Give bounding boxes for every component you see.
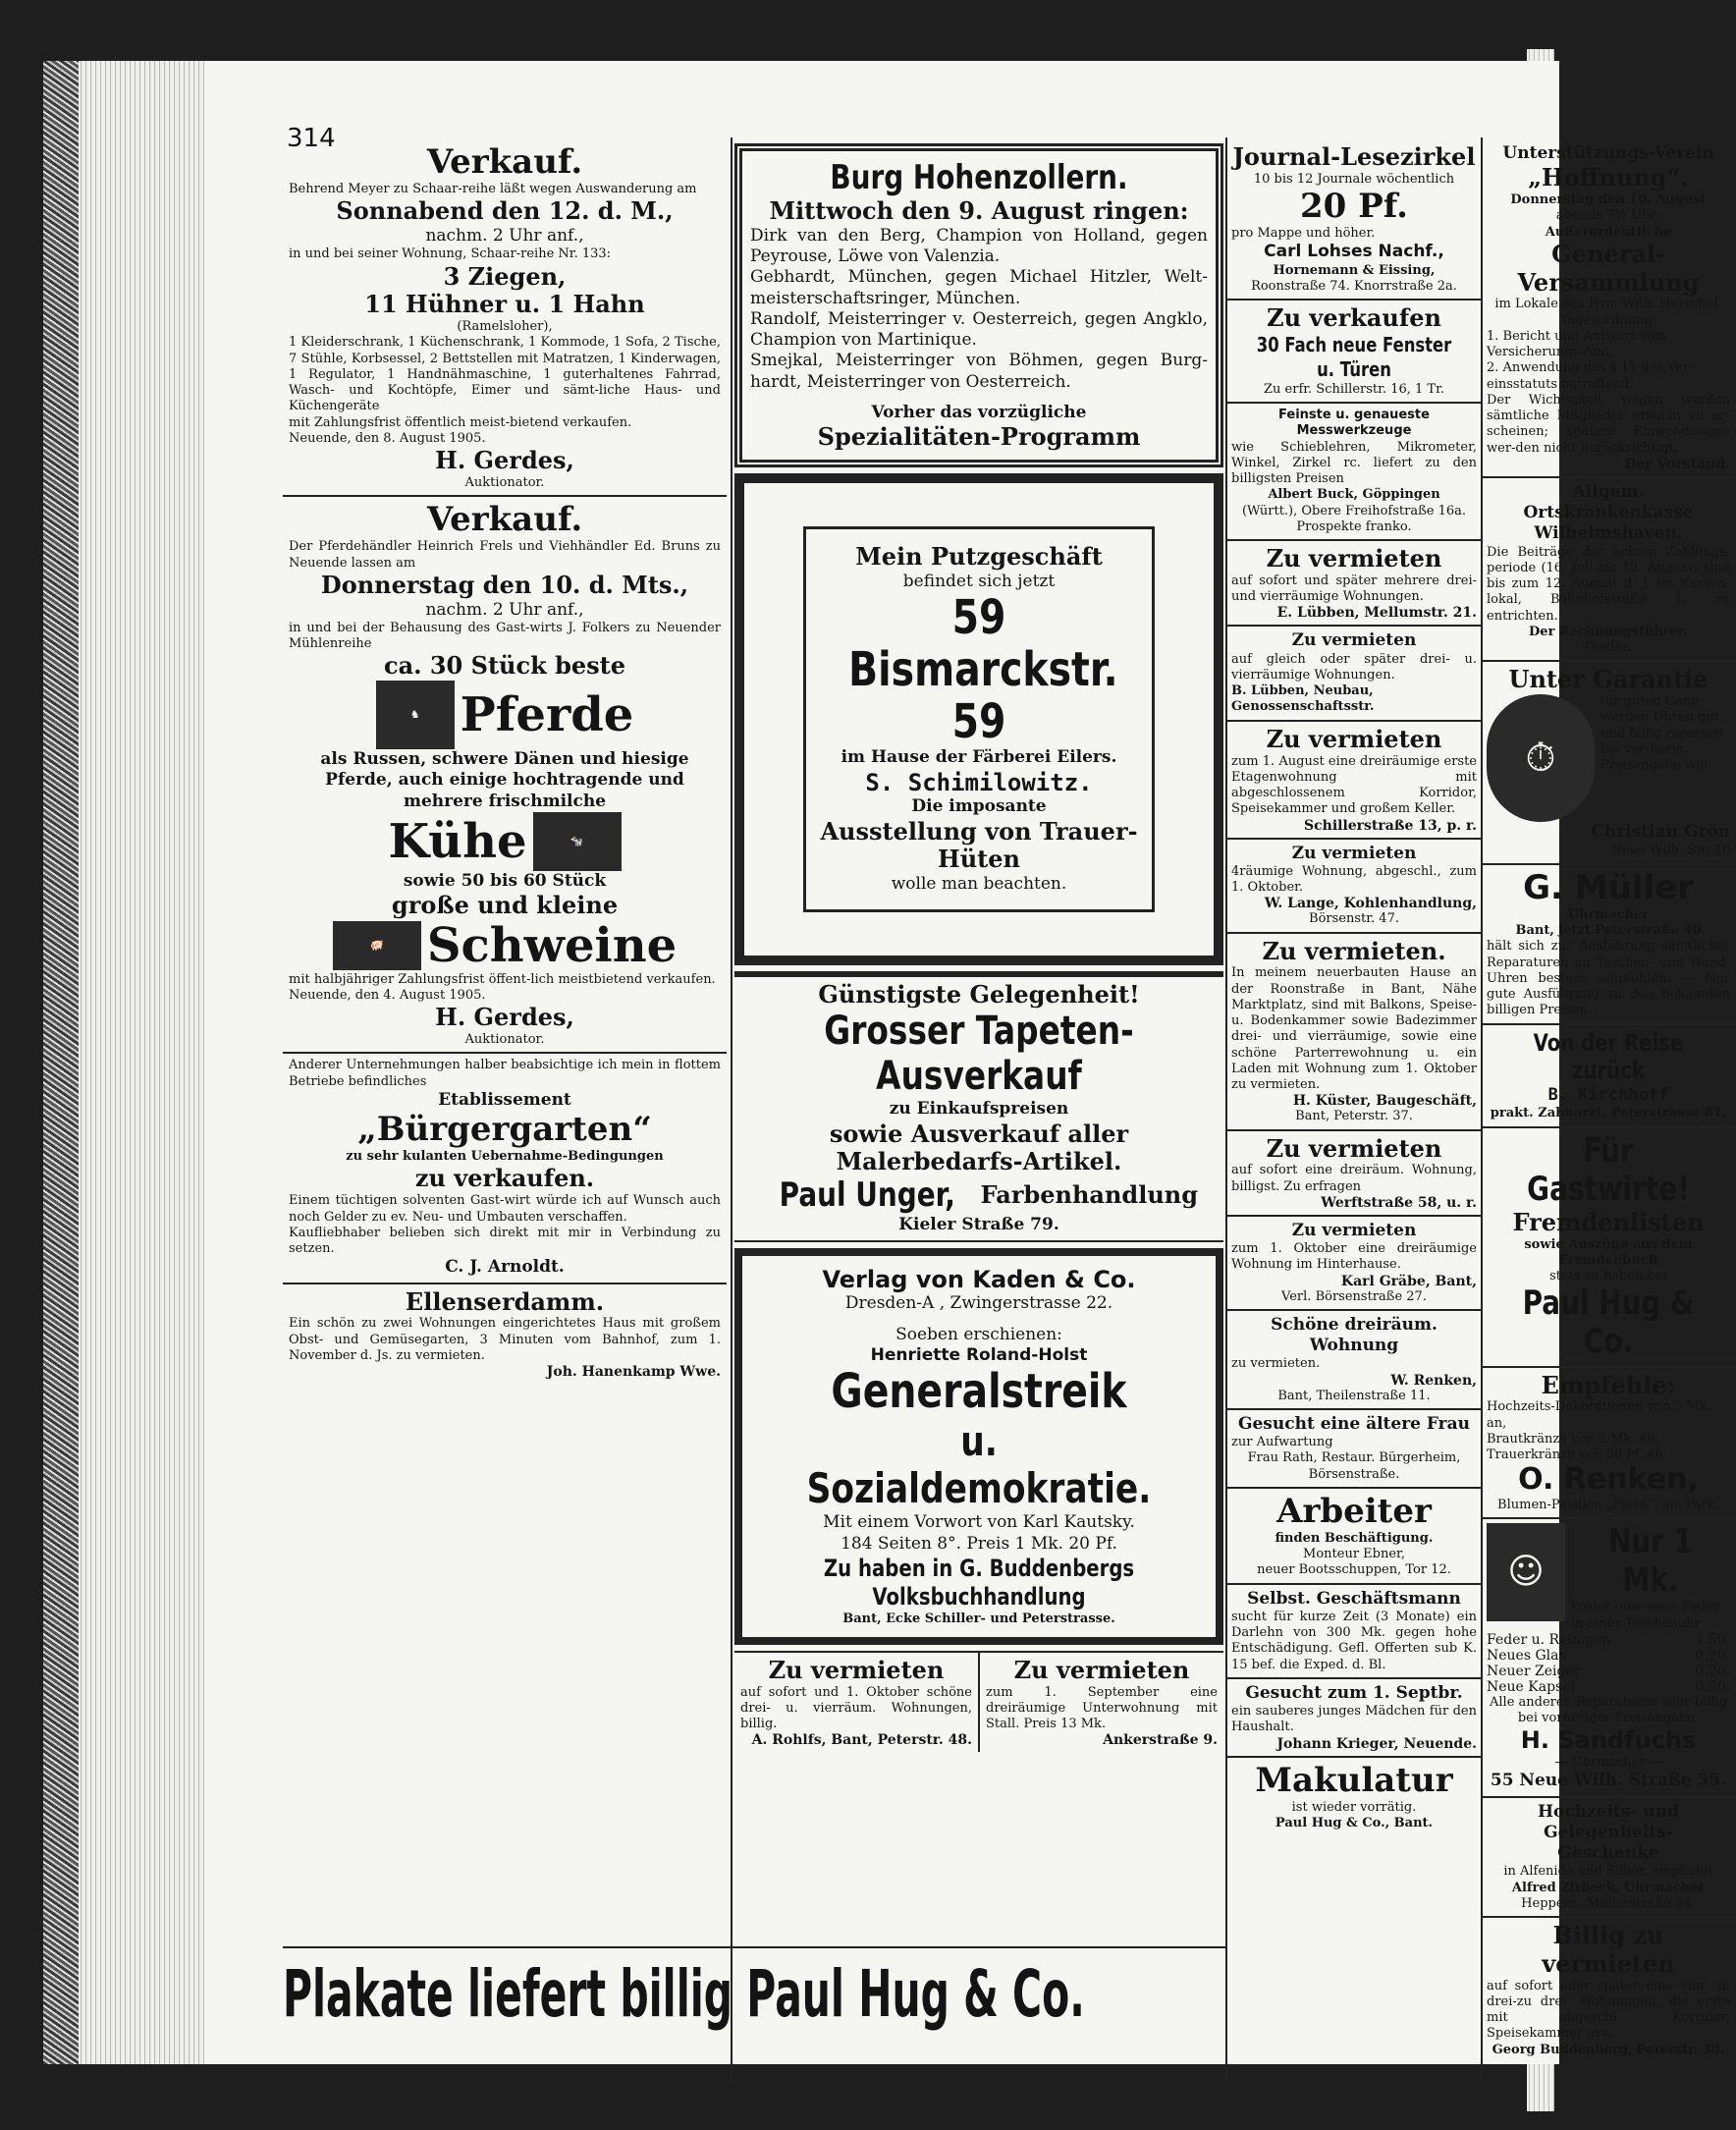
ad-name: Paul Unger, <box>779 1175 955 1216</box>
ad-sandfuchs <box>1481 1519 1736 1797</box>
ad-burg-hohenzollern <box>734 143 1223 467</box>
ad-name: Carl Lohses Nachf., <box>1264 242 1444 262</box>
ad-signer: Ankerstraße 9. <box>1103 1732 1218 1749</box>
ad-item: 30 Fach neue Fenster u. Türen <box>1256 332 1452 381</box>
ad-text: als Russen, schwere Dänen und hiesige Pferde, auch einige hochtragende und mehrere frischmilche <box>320 749 689 811</box>
ad-trade: Uhrmacher <box>1567 906 1650 922</box>
column-4 <box>1481 139 1736 2062</box>
ad-signer: W. Lange, Kohlenhandlung, <box>1264 896 1477 912</box>
ad-text: in Alfenide und Silber, empfiehlt <box>1503 1864 1713 1880</box>
ad-address: neuer Bootsschuppen, Tor 12. <box>1257 1562 1451 1578</box>
page-number: 314 <box>287 124 336 153</box>
agenda-item: 2. Anwendung des § 11 des Ver-einsstatuts betreffend. <box>1487 360 1694 392</box>
ad-count: ca. 30 Stück beste <box>383 651 625 681</box>
ad-text: Außerordentliche <box>1545 224 1672 240</box>
ad-text: (Ramelsloher), <box>457 319 553 335</box>
ad-signer: E. Lübben, Mellumstr. 21. <box>1276 605 1477 622</box>
ad-text: Die imposante <box>911 796 1047 817</box>
ad-text: zum 1. Oktober eine dreiräumige Wohnung im Hinterhause. <box>1231 1241 1477 1273</box>
ad-text: auf sofort und später mehrere drei- und vierräumige Wohnungen. <box>1231 573 1477 605</box>
ad-vermieten-graebe <box>1225 1217 1483 1311</box>
ad-dateline: Neuende, den 8. August 1905. <box>289 430 486 446</box>
ad-title: Unter Garantie <box>1508 665 1709 694</box>
price-value: 0.20. <box>1695 1663 1730 1679</box>
price-label: Neues Glas <box>1487 1647 1566 1664</box>
ad-gesucht-maedchen <box>1225 1679 1483 1758</box>
ad-address: (Württ.), Obere Freihofstraße 16a. <box>1241 503 1466 519</box>
ad-text: ein sauberes junges Mädchen für den Haushalt. <box>1231 1704 1477 1735</box>
ad-text: auf sofort eine dreiräum. Wohnung, billigst. Zu erfragen <box>1231 1163 1477 1194</box>
ad-name: B. Kirchhoff <box>1547 1085 1669 1106</box>
ad-text: zu Einkaufspreisen <box>889 1099 1069 1120</box>
ad-signer: Joh. Hanenkamp Wwe. <box>546 1364 721 1381</box>
ad-title: Allgem. Ortskrankenkasse <box>1523 481 1694 523</box>
ad-signer: Der Rechnungsführer. <box>1529 624 1688 639</box>
ad-trade: Farbenhandlung <box>980 1180 1198 1210</box>
price-value: 0.20. <box>1695 1647 1730 1664</box>
ad-title: Verkauf. <box>426 500 583 540</box>
ad-title: Zu vermieten <box>1291 843 1417 863</box>
ad-signer-role: Auktionator. <box>464 1032 545 1048</box>
plakate-banner: Plakate liefert billig Paul Hug & Co. <box>283 1956 1085 2032</box>
pocket-watch-icon: ⏱ <box>1487 694 1595 822</box>
ad-address: Kieler Straße 79. <box>898 1215 1059 1235</box>
ad-title: Gesucht zum 1. Septbr. <box>1245 1682 1463 1703</box>
ad-messwerkzeuge <box>1225 404 1483 541</box>
ad-time: abends 7½ Uhr: <box>1555 208 1661 224</box>
ad-text: pro Mappe und höher. <box>1231 226 1376 242</box>
ad-text: mit halbjähriger Zahlungsfrist öffent-lich meistbietend verkaufen. <box>289 971 716 987</box>
ad-text: In meinem neuerbauten Hause an der Roonstraße in Bant, Nähe Marktplatz, sind mit Balkons, Speise- u. Bodenkammer sowie Badezimmer drei- und vierräumige, sowie eine schöne Parterrewohnung u. ein Laden mit Wohnung zum 1. Oktober zu vermieten. <box>1231 965 1477 1093</box>
ad-text: wolle man beachten. <box>891 874 1067 895</box>
ad-text: Der Pferdehändler Heinrich Frels und Viehhändler Ed. Bruns zu Neuende lassen am <box>289 539 721 571</box>
ad-text: Anderer Unternehmungen halber beabsichtige ich mein in flottem Betriebe befindliches <box>289 1058 721 1089</box>
ad-title: Nur 1 Mk. <box>1607 1522 1694 1601</box>
ad-date: Donnerstag den 10. August <box>1510 192 1707 208</box>
ad-item: 3 Ziegen, <box>443 261 567 291</box>
ad-zirbeck <box>1481 1798 1736 1919</box>
ad-title: Gesucht eine ältere Frau <box>1237 1413 1471 1434</box>
column-1 <box>283 139 727 1384</box>
ad-name: H. Sandfuchs <box>1520 1726 1697 1755</box>
ad-event: General-Versammlung <box>1517 239 1700 297</box>
ad-text: befindet sich jetzt <box>902 571 1056 591</box>
ad-time: nachm. 2 Uhr anf., <box>425 226 584 246</box>
column-rule <box>731 137 732 2082</box>
ad-animal: Schweine <box>426 918 678 974</box>
ad-subtitle: Mittwoch den 9. August ringen: <box>769 196 1189 226</box>
ad-name: „Hoffnung“. <box>1528 163 1689 192</box>
ad-text: stets zu haben bei <box>1549 1269 1667 1284</box>
ad-signer: H. Gerdes, <box>435 1003 574 1032</box>
ad-address: Werftstraße 58, u. r. <box>1321 1194 1477 1211</box>
agenda-item: 1. Bericht und Antwort vom Versicherungs-Amt, <box>1487 328 1667 360</box>
ad-text: Ausstellung von Trauer-Hüten <box>820 816 1138 874</box>
newspaper-page <box>204 61 1730 2064</box>
ad-date: Donnerstag den 10. d. Mts., <box>320 570 689 599</box>
ad-text: für guten Gang werden Uhren gut und billig repariert bei vor-herig. Preisangabe von <box>1600 694 1725 774</box>
ad-title: „Bürgergarten“ <box>357 1110 652 1150</box>
ad-animal: Pferde <box>460 686 634 742</box>
ad-text: 4räumige Wohnung, abgeschl., zum 1. Oktober. <box>1231 863 1477 896</box>
ad-text: auf gleich oder später drei- u. vierräumige Wohnungen. <box>1231 651 1477 683</box>
ad-text: Alle anderen Reparaturen sehr billig bei vorheriger Preisangabe. <box>1490 1694 1727 1726</box>
ad-signer: Johann Krieger, Neuende. <box>1276 1735 1477 1752</box>
ad-unter-garantie <box>1481 662 1736 864</box>
ad-text: Behrend Meyer zu Schaar-reihe läßt wegen Auswanderung am <box>289 182 697 197</box>
ad-text: Hornemann & Eissing, <box>1273 262 1436 278</box>
ad-verein-hoffnung <box>1481 139 1736 478</box>
ad-vermieten-luebben-e <box>1225 541 1483 627</box>
ad-title: Zu vermieten <box>1291 1220 1417 1240</box>
book-title: u. Sozialdemokratie. <box>806 1416 1152 1513</box>
book-price: 184 Seiten 8°. Preis 1 Mk. 20 Pf. <box>841 1533 1117 1554</box>
ad-text: 1 Kleiderschrank, 1 Küchenschrank, 1 Kommode, 1 Sofa, 2 Tische, 7 Stühle, Korbsessel, 2 Bettstellen mit Matratzen, 1 Kinderwagen, 1 Regulator, 1 Handnähmaschine, 1 guterhaltenes Fahrrad, Wasch- und Kochtöpfe, Eimer und sämt-liche Haus- und Küchengeräte <box>289 335 721 414</box>
ad-name: G. Müller <box>1523 867 1694 907</box>
ad-text: sowie 50 bis 60 Stück <box>403 870 607 891</box>
ad-address: Börsenstraße. <box>1308 1466 1400 1482</box>
ad-text: Kaufliebhaber belieben sich direkt mit mir in Verbindung zu setzen. <box>289 1225 721 1256</box>
ad-text: Die Beiträge der achten Zahlungs-periode (16. Juli bis 12. August) sind bis zum 12. August d. J. im Kassen-lokal, Bahnhofstraße 1, zu entrichten. <box>1487 544 1730 624</box>
ad-text: Wilhelmshaven. <box>1534 523 1683 544</box>
ad-title: Selbst. Geschäftsmann <box>1247 1588 1461 1609</box>
ad-address: Verl. Börsenstraße 27. <box>1281 1288 1427 1304</box>
ad-vermieten-lange <box>1225 840 1483 934</box>
ad-pair-vermieten <box>734 1651 1223 1753</box>
ad-text: Soeben erschienen: <box>895 1324 1062 1344</box>
ad-mueller <box>1481 865 1736 1025</box>
ad-price: 20 Pf. <box>1300 187 1408 227</box>
ad-signer: Georg Buddenberg, Peterstr. 30. <box>1492 2042 1725 2057</box>
ad-signer: H. Küster, Baugeschäft, <box>1292 1093 1477 1110</box>
ad-text: in und bei der Behausung des Gast-wirts J. Folkers zu Neuender Mühlenreihe <box>289 620 721 652</box>
ad-address: Zu erfr. Schillerstr. 16, 1 Tr. <box>1264 381 1444 397</box>
ad-signer: H. Gerdes, <box>435 446 574 475</box>
ad-signer-role: Auktionator. <box>464 475 545 491</box>
ad-tapeten <box>734 971 1223 1242</box>
ad-title: Feinste u. genaueste Messwerkzeuge <box>1278 408 1430 439</box>
ad-signer: Thaden. <box>1582 640 1635 656</box>
ad-text: zu sehr kulanten Uebernahme-Bedingungen <box>346 1149 664 1165</box>
ad-title: Schöne dreiräum. Wohnung <box>1271 1314 1438 1356</box>
ad-action: zu verkaufen. <box>414 1164 595 1193</box>
ad-text: zum 1. September eine dreiräumige Unterwohnung mit Stall. Preis 13 Mk. <box>986 1684 1218 1732</box>
ad-name: S. Schimilowitz. <box>865 768 1093 796</box>
ad-arbeiter <box>1225 1489 1483 1585</box>
ad-title: Unterstützungs-Verein <box>1502 143 1714 163</box>
ad-text: Brautkränze von 2 Mk. an, <box>1487 1431 1659 1447</box>
ad-text: sowie Ausverkauf aller Malerbedarfs-Artikel. <box>829 1119 1129 1176</box>
column-2 <box>734 139 1223 1752</box>
ad-signer: Monteur Ebner, <box>1303 1547 1405 1562</box>
price-label: Neue Kapsel <box>1487 1678 1576 1695</box>
price-label: Feder u. Reinigen <box>1487 1631 1611 1648</box>
ad-title: Billig zu vermieten <box>1542 1921 1675 1978</box>
ad-headline: Günstigste Gelegenheit! <box>818 979 1140 1009</box>
price-label: Neuer Zeiger <box>1487 1663 1581 1679</box>
book-title: Generalstreik <box>831 1364 1127 1420</box>
ad-signer: B. Lübben, Neubau, Genossenschaftsstr. <box>1231 683 1375 715</box>
ad-signer: Frau Rath, Restaur. Bürgerheim, <box>1247 1450 1461 1466</box>
ad-signer: A. Rohlfs, Bant, Peterstr. 48. <box>751 1732 972 1749</box>
ad-text: im Hause der Färberei Eilers. <box>841 747 1117 768</box>
ad-time: nachm. 2 Uhr anf., <box>425 599 584 620</box>
ad-text: wie Schieblehren, Mikrometer, Winkel, Zirkel rc. liefert zu den billigsten Preisen <box>1231 439 1477 487</box>
ad-text: zur Aufwartung <box>1231 1435 1333 1450</box>
book-binding <box>43 61 81 2064</box>
ad-signer: W. Renken, <box>1390 1372 1477 1389</box>
ad-ortskrankenkasse <box>1481 478 1736 663</box>
ad-title: Von der Reise zurück <box>1533 1028 1684 1085</box>
pig-icon: 🐖 <box>333 921 421 970</box>
ad-verkauf-meyer <box>283 139 727 497</box>
wrestling-bout: Randolf, Meisterringer v. Oesterreich, gegen Angklo, Champion von Martinique. <box>750 308 1208 351</box>
ad-text: Vorher das vorzügliche <box>871 402 1087 422</box>
ad-gastwirte <box>1481 1128 1736 1368</box>
ad-text: mit Zahlungsfrist öffentlich meist-bietend verkaufen. <box>289 414 632 430</box>
ad-name: O. Renken, <box>1518 1462 1699 1498</box>
ad-ellenserdamm <box>283 1284 727 1385</box>
ad-address: Schillerstraße 13, p. r. <box>1304 817 1477 834</box>
ad-animal: Kühe <box>388 813 527 869</box>
ad-text: kostet eine neue Feder in einer Taschenuhr <box>1571 1600 1720 1631</box>
ad-address: Roonstraße 74. Knorrstraße 2a. <box>1251 278 1457 294</box>
ad-trade: — Uhrmacher — <box>1554 1755 1662 1771</box>
ad-geschaeftsmann <box>1225 1585 1483 1679</box>
ad-name: Alfred Zirbeck, Uhrmacher <box>1511 1880 1706 1895</box>
bottom-rule <box>283 1946 1225 1948</box>
ad-title: Verkauf. <box>426 142 583 182</box>
ad-label: Etablissement <box>438 1089 571 1110</box>
ad-text: auf sofort oder später eine vier- u. drei-zu drei- Wohnungen, die erste mit abgeschl. Korridor, Speisekammer usw. <box>1487 1978 1730 2042</box>
wrestling-bout: Smejkal, Meisterringer von Böhmen, gegen Burg-hardt, Meisterringer von Oesterreich. <box>750 351 1208 392</box>
ad-text: große und kleine <box>391 891 619 920</box>
publisher-address: Dresden-A , Zwingerstrasse 22. <box>844 1293 1113 1314</box>
ad-text: in und bei seiner Wohnung, Schaar-reihe Nr. 133: <box>289 246 612 262</box>
wrestling-bout: Dirk van den Berg, Champion von Holland, gegen Peyrouse, Löwe von Valenzia. <box>750 225 1208 267</box>
ad-text: zum 1. August eine dreiräumige erste Etagenwohnung mit abgeschlossenem Korridor, Speisekammer und großem Keller. <box>1231 753 1477 817</box>
ad-address: Bant, jetzt Peterstraße 40 <box>1515 923 1702 939</box>
cow-icon: 🐄 <box>533 812 622 871</box>
ad-title: Ellenserdamm. <box>405 1286 605 1316</box>
ad-text: finden Beschäftigung. <box>1275 1530 1434 1546</box>
ad-title: Journal-Lesezirkel <box>1232 142 1476 171</box>
ad-dateline: Neuende, den 4. August 1905. <box>289 988 486 1004</box>
ad-title: Zu vermieten <box>768 1655 945 1684</box>
ad-title: Spezialitäten-Programm <box>817 422 1141 452</box>
ad-name: Paul Hug & Co. <box>1522 1283 1695 1362</box>
ad-putzgeschaeft <box>734 473 1223 965</box>
ad-title: Mein Putzgeschäft <box>855 541 1103 571</box>
ad-text: Tagesordnung: <box>1559 312 1657 328</box>
price-value: 0.20. <box>1695 1678 1730 1695</box>
ad-text: prakt. Zahnarzt, Peterstrasse 81. <box>1490 1106 1727 1121</box>
ad-name: Albert Buck, Göppingen <box>1268 487 1440 503</box>
ad-text: hält sich zur Ausführung sämtlicher Reparaturen an Taschen- und Wand-Uhren bestens empfohlen. — Nur gute Ausführung zu den bekannten billigen Preisen. <box>1487 939 1730 1018</box>
ad-text: Ein schön zu zwei Wohnungen eingerichtetes Haus mit großem Obst- und Gemüsegarten, 3 Minuten vom Bahnhof, zum 1. November d. Js. zu vermieten. <box>289 1316 721 1363</box>
ad-title: Empfehle: <box>1541 1370 1676 1399</box>
ad-journal <box>1225 139 1483 300</box>
ad-kirchhoff <box>1481 1025 1736 1128</box>
ad-text: Prospekte franko. <box>1296 519 1412 534</box>
ad-title: Zu vermieten <box>1291 630 1417 651</box>
wrestling-bout: Gebhardt, München, gegen Michael Hitzler, Welt-meisterschaftsringer, München. <box>750 267 1208 308</box>
ad-address: Bant, Ecke Schiller- und Peterstrasse. <box>842 1611 1115 1626</box>
ad-shop: Zu haben in G. Buddenbergs Volksbuchhandlung <box>823 1554 1135 1611</box>
ad-subtitle: Fremdenlisten <box>1512 1207 1705 1236</box>
ad-vermieten-schiller <box>1225 722 1483 840</box>
ad-vermieten-werft <box>1225 1131 1483 1217</box>
ad-vermieten-luebben-b <box>1225 627 1483 721</box>
ad-text: auf sofort und 1. Oktober schöne drei- u. vierräum. Wohnungen, billig. <box>740 1684 972 1732</box>
publisher-name: Verlag von Kaden & Co. <box>822 1265 1136 1293</box>
face-icon: ☺ <box>1487 1523 1565 1621</box>
ad-text: ist wieder vorrätig. <box>1291 1799 1417 1815</box>
ad-gesucht-frau <box>1225 1410 1483 1489</box>
ad-buergergarten <box>283 1054 727 1283</box>
ad-makulatur <box>1225 1758 1483 1836</box>
ad-date: Sonnabend den 12. d. M., <box>336 196 674 226</box>
ad-address: Bant, Theilenstraße 11. <box>1277 1388 1431 1403</box>
ad-vermieten-kuester <box>1225 934 1483 1131</box>
book-author: Henriette Roland-Holst <box>870 1344 1088 1365</box>
ad-address: Bant, Peterstr. 37. <box>1295 1109 1413 1124</box>
ad-renken-blumen <box>1481 1368 1736 1520</box>
ad-text: zu vermieten. <box>1231 1356 1321 1372</box>
ad-text: Trauerkränze von 50 Pf. an. <box>1487 1447 1667 1463</box>
ad-title: Burg Hohenzollern. <box>830 158 1128 197</box>
ad-title: Zu vermieten <box>1266 1133 1442 1163</box>
horse-icon: ♞ <box>376 681 455 749</box>
ad-signer: Karl Gräbe, Bant, <box>1340 1273 1477 1289</box>
column-3 <box>1225 139 1483 1835</box>
ad-text: im Lokale des Hrn. Wilh. Herschel. <box>1494 297 1722 312</box>
ad-name: Christian Grön <box>1591 822 1730 843</box>
ad-title: Makulatur <box>1255 1760 1453 1800</box>
ad-signer: C. J. Arnoldt. <box>445 1257 565 1278</box>
price-value: 1.50. <box>1695 1631 1730 1648</box>
ad-subtitle: Geschenke <box>1557 1843 1659 1864</box>
ad-text: Einem tüchtigen solventen Gast-wirt würde ich auf Wunsch auch noch Gelder zu ev. Neu- und Umbauten verschaffen. <box>289 1193 721 1225</box>
ad-title: Zu vermieten <box>1013 1655 1190 1684</box>
ad-wohnung-renken <box>1225 1311 1483 1410</box>
ad-text: Mit einem Vorwort von Karl Kautsky. <box>823 1512 1135 1533</box>
ad-item: 11 Hühner u. 1 Hahn <box>364 290 645 319</box>
ad-title: Zu vermieten <box>1266 724 1442 753</box>
price-table <box>1487 1632 1730 1695</box>
ad-address: 55 Neue Wilh. Straße 55. <box>1490 1771 1727 1791</box>
ad-address: Neue Wilh.-Str. 10 <box>1610 843 1730 858</box>
ad-buddenberg <box>1481 1918 1736 2062</box>
ad-address: Blumen-Pavillon „Flora“, am Park. <box>1497 1497 1719 1512</box>
ad-text: Der Wichtigkeit wegen werden sämtliche Mitglieder ersucht zu er-scheinen; spätere Einwendungen wer-den nicht berücksichtigt. <box>1487 392 1730 456</box>
ad-text: 10 bis 12 Journale wöchentlich <box>1253 171 1455 187</box>
ad-title: Hochzeits- und Gelegenheits- <box>1537 1801 1680 1842</box>
ad-text: sowie Auszüge aus dem Fremdenbuch <box>1524 1236 1693 1268</box>
ad-address: Heppens, Müllerstraße 34. <box>1521 1895 1696 1911</box>
ad-title: Zu vermieten <box>1266 544 1442 573</box>
ad-title: Zu verkaufen <box>1267 303 1441 333</box>
ad-signer: Paul Hug & Co., Bant. <box>1275 1816 1434 1831</box>
ad-fenster <box>1225 300 1483 404</box>
ad-signer: Der Vorstand. <box>1624 456 1730 472</box>
ad-kaden-verlag <box>734 1248 1223 1645</box>
ad-address: Börsenstr. 47. <box>1309 911 1399 927</box>
page-edges <box>79 61 205 2064</box>
ad-address: 59 Bismarckstr. 59 <box>848 589 1118 749</box>
ad-text: sucht für kurze Zeit (3 Monate) ein Darlehn von 300 Mk. gegen hohe Entschädigung. Gefl. Offerten sub K. 15 bef. die Exped. d. Bl. <box>1231 1609 1477 1672</box>
ad-verkauf-frels <box>283 497 727 1054</box>
ad-title: Grosser Tapeten-Ausverkauf <box>824 1009 1134 1100</box>
ad-title: Für Gastwirte! <box>1527 1130 1690 1209</box>
ad-text: Hochzeits-Dekorationen von 5 Mk. an, <box>1487 1399 1711 1431</box>
ad-title: Arbeiter <box>1276 1491 1432 1531</box>
ad-title: Zu vermieten. <box>1262 936 1446 965</box>
